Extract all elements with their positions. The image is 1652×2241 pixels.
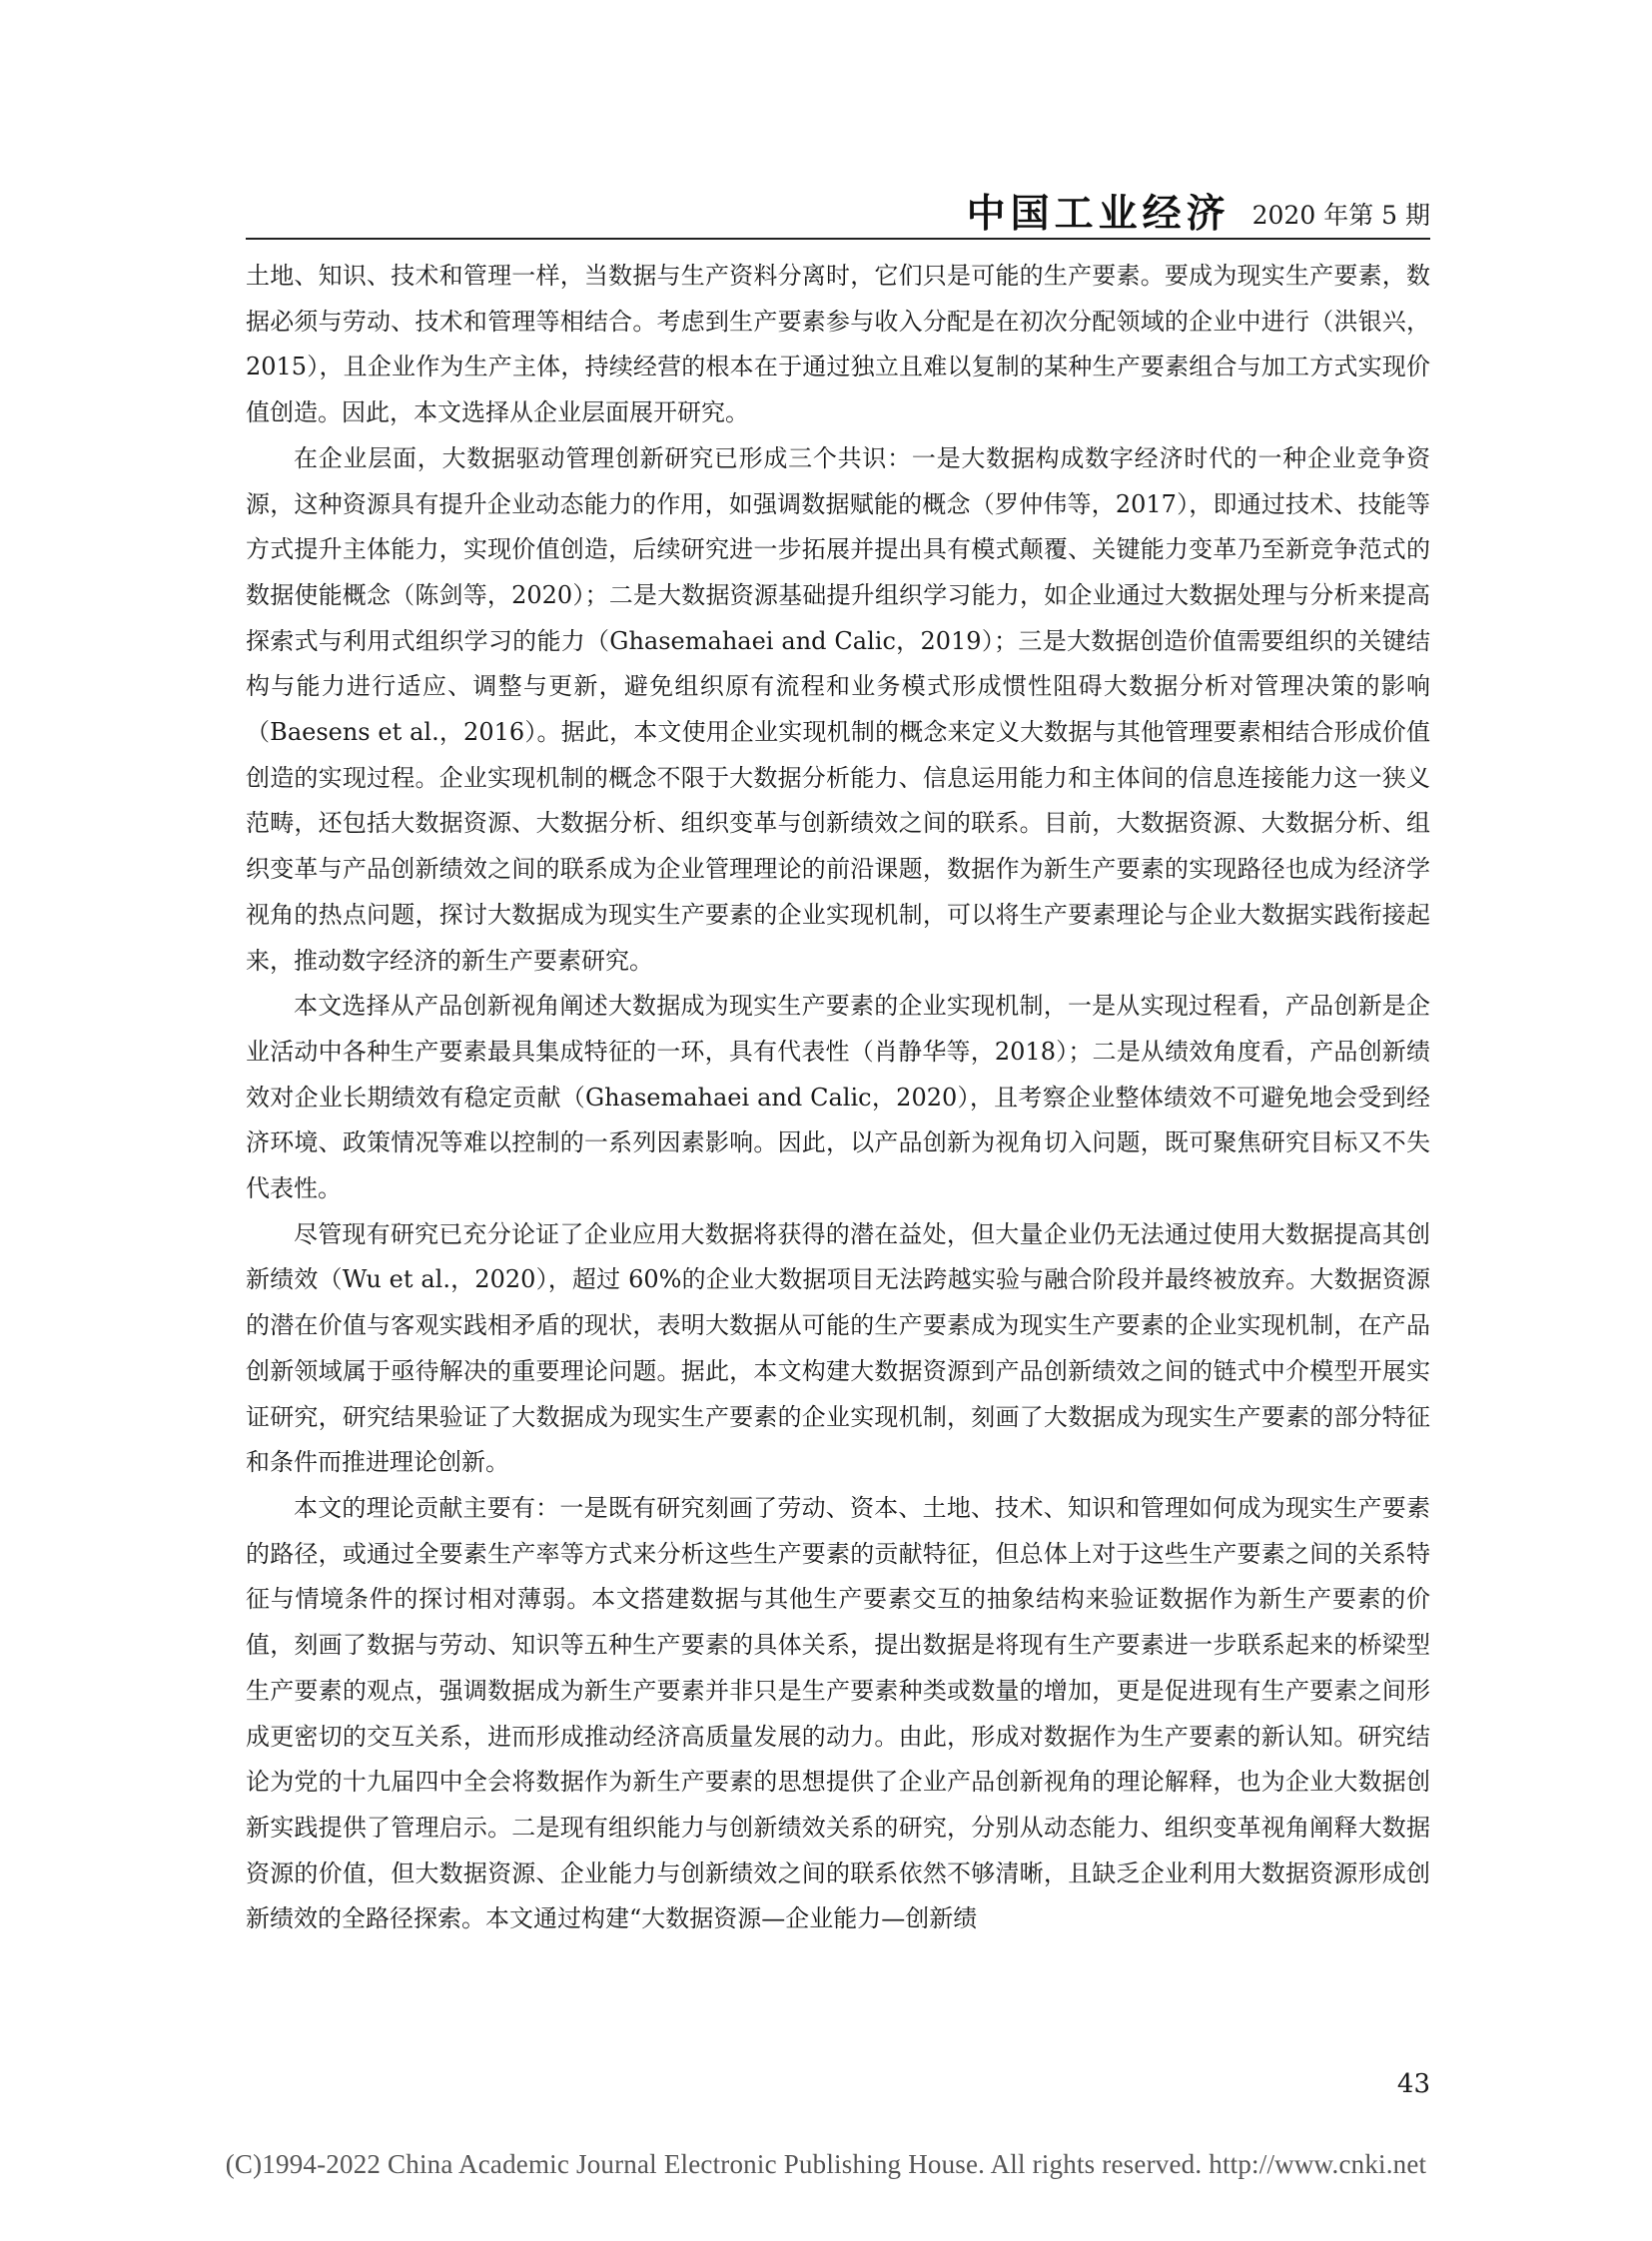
issue-label: 2020 年第 5 期 — [1251, 201, 1430, 230]
paragraph: 本文选择从产品创新视角阐述大数据成为现实生产要素的企业实现机制，一是从实现过程看，产品创新是企业活动中各种生产要素最具集成特征的一环，具有代表性（肖静华等，2018）；二是从绩效角度看，产品创新绩效对企业长期绩效有稳定贡献（Ghasemahaei and Calic，2020），且考察企业整体绩效不可避免地会受到经济环境、政策情况等难以控制的一系列因素影响。因此，以产品创新为视角切入问题，既可聚焦研究目标又不失代表性。 — [246, 992, 1430, 1203]
body-text — [246, 254, 1430, 1942]
page-number: 43 — [1396, 2069, 1430, 2099]
paragraph: 尽管现有研究已充分论证了企业应用大数据将获得的潜在益处，但大量企业仍无法通过使用大数据提高其创新绩效（Wu et al.，2020），超过 60%的企业大数据项目无法跨越实验与融合阶段并最终被放弃。大数据资源的潜在价值与客观实践相矛盾的现状，表明大数据从可能的生产要素成为现实生产要素的企业实现机制，在产品创新领域属于亟待解决的重要理论问题。据此，本文构建大数据资源到产品创新绩效之间的链式中介模型开展实证研究，研究结果验证了大数据成为现实生产要素的企业实现机制，刻画了大数据成为现实生产要素的部分特征和条件而推进理论创新。 — [246, 1219, 1430, 1477]
journal-name: 中国工业经济 — [966, 192, 1231, 237]
paragraph: 本文的理论贡献主要有：一是既有研究刻画了劳动、资本、土地、技术、知识和管理如何成为现实生产要素的路径，或通过全要素生产率等方式来分析这些生产要素的贡献特征，但总体上对于这些生产要素之间的关系特征与情境条件的探讨相对薄弱。本文搭建数据与其他生产要素交互的抽象结构来验证数据作为新生产要素的价值，刻画了数据与劳动、知识等五种生产要素的具体关系，提出数据是将现有生产要素进一步联系起来的桥梁型生产要素的观点，强调数据成为新生产要素并非只是生产要素种类或数量的增加，更是促进现有生产要素之间形成更密切的交互关系，进而形成推动经济高质量发展的动力。由此，形成对数据作为生产要素的新认知。研究结论为党的十九届四中全会将数据作为新生产要素的思想提供了企业产品创新视角的理论解释，也为企业大数据创新实践提供了管理启示。二是现有组织能力与创新绩效关系的研究，分别从动态能力、组织变革视角阐释大数据资源的价值，但大数据资源、企业能力与创新绩效之间的联系依然不够清晰，且缺乏企业利用大数据资源形成创新绩效的全路径探索。本文通过构建“大数据资源—企业能力—创新绩 — [246, 1493, 1430, 1933]
paragraph: 土地、知识、技术和管理一样，当数据与生产资料分离时，它们只是可能的生产要素。要成为现实生产要素，数据必须与劳动、技术和管理等相结合。考虑到生产要素参与收入分配是在初次分配领域的企业中进行（洪银兴，2015），且企业作为生产主体，持续经营的根本在于通过独立且难以复制的某种生产要素组合与加工方式实现价值创造。因此，本文选择从企业层面展开研究。 — [246, 262, 1430, 427]
running-header — [246, 184, 1430, 237]
copyright-footer: (C)1994-2022 China Academic Journal Electronic Publishing House. All rights reserved. http://www.cnki.net — [225, 2149, 1427, 2179]
header-rule — [246, 238, 1430, 240]
paragraph: 在企业层面，大数据驱动管理创新研究已形成三个共识：一是大数据构成数字经济时代的一种企业竞争资源，这种资源具有提升企业动态能力的作用，如强调数据赋能的概念（罗仲伟等，2017），即通过技术、技能等方式提升主体能力，实现价值创造，后续研究进一步拓展并提出具有模式颠覆、关键能力变革乃至新竞争范式的数据使能概念（陈剑等，2020）；二是大数据资源基础提升组织学习能力，如企业通过大数据处理与分析来提高探索式与利用式组织学习的能力（Ghasemahaei and Calic，2019）；三是大数据创造价值需要组织的关键结构与能力进行适应、调整与更新，避免组织原有流程和业务模式形成惯性阻碍大数据分析对管理决策的影响（Baesens et al.，2016）。据此，本文使用企业实现机制的概念来定义大数据与其他管理要素相结合形成价值创造的实现过程。企业实现机制的概念不限于大数据分析能力、信息运用能力和主体间的信息连接能力这一狭义范畴，还包括大数据资源、大数据分析、组织变革与创新绩效之间的联系。目前，大数据资源、大数据分析、组织变革与产品创新绩效之间的联系成为企业管理理论的前沿课题，数据作为新生产要素的实现路径也成为经济学视角的热点问题，探讨大数据成为现实生产要素的企业实现机制，可以将生产要素理论与企业大数据实践衔接起来，推动数字经济的新生产要素研究。 — [246, 443, 1430, 975]
